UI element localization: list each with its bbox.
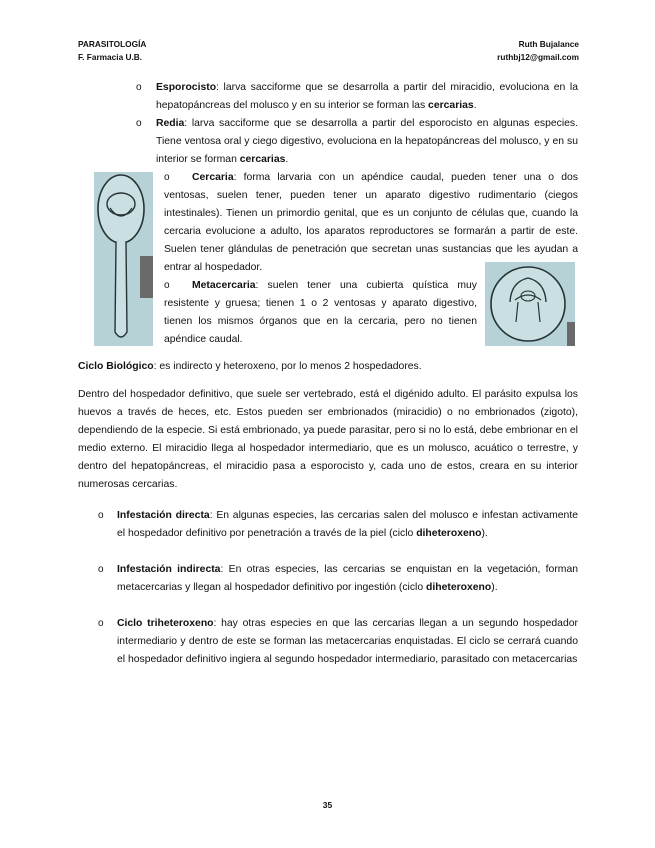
infection-text: : En algunas especies, las cercarias salen del molusco e infestan activamente el hospedador definitivo por penetración a través de la piel (ciclo [117, 510, 578, 539]
header-left [78, 38, 146, 64]
infection-indirect [117, 561, 578, 597]
bullet-marker: o [98, 618, 104, 629]
stage-redia [156, 115, 578, 169]
page-number: 35 [322, 800, 333, 810]
cycle-text: : es indirecto y heteroxeno, por lo menos 2 hospedadores. [153, 361, 422, 372]
infection-term: Infestación directa [117, 510, 210, 521]
stage-text: : suelen tener una cubierta quística muy resistente y gruesa; tienen 1 o 2 ventosas y aparato digestivo, tienen los mismos órganos que en la cercaria, pero no tienen apéndice caudal. [164, 280, 477, 345]
header-right [497, 38, 579, 64]
stage-term: Metacercaria [192, 280, 256, 291]
infection-emph: diheteroxeno [426, 582, 492, 593]
stage-term: Redia [156, 118, 185, 129]
stage-text: : larva sacciforme que se desarrolla a partir del miracidio, evoluciona en la hepatopáncreas del molusco y en su interior se forman las [156, 82, 578, 111]
stage-text: : forma larvaria con un apéndice caudal, pueden tener una o dos ventosas, suelen tener, pueden tener un aparato digestivo rudimentario (ciegos intestinales). Tienen un primordio genital, que es un conjunto de células que, cuando la cercaria evolucione a adulto, los aparatos reproductores se formarán a partir de este. Suelen tener glándulas de penetración que secretan unas sustancias que les ayudan a entrar al hospedador. [164, 172, 578, 273]
infection-direct [117, 507, 578, 543]
bullet-marker: o [164, 172, 170, 183]
stage-end: . [285, 154, 289, 165]
stage-emph: cercarias [239, 154, 286, 165]
cycle-line [78, 358, 578, 376]
infection-term: Infestación indirecta [117, 564, 221, 575]
author-email: ruthbj12@gmail.com [497, 52, 579, 62]
stage-term: Esporocisto [156, 82, 217, 93]
stage-end: . [473, 100, 477, 111]
faculty-name: F. Farmacia U.B. [78, 52, 143, 62]
bullet-marker: o [98, 510, 104, 521]
stage-esporocisto [156, 79, 578, 115]
bullet-marker: o [98, 564, 104, 575]
cycle-term: Ciclo Biológico [78, 361, 154, 372]
stage-term: Cercaria [192, 172, 234, 183]
stage-text: : larva sacciforme que se desarrolla a partir del esporocisto en algunas especies. Tiene ventosa oral y ciego digestivo, evoluciona en la hepatopáncreas del molusco, y en su interior se forman [156, 118, 578, 165]
infection-term: Ciclo triheteroxeno [117, 618, 214, 629]
infection-end: ). [491, 582, 498, 593]
stage-cercaria [164, 169, 578, 277]
infection-end: ). [481, 528, 488, 539]
stage-emph: cercarias [428, 100, 474, 111]
infection-text: : hay otras especies en que las cercarias llegan a un segundo hospedador intermediario y dentro de este se forman las metacercarias enquistadas. El ciclo se cerrará cuando el hospedador definitivo ingiera al segundo hospedador intermediario, parasitado con metacercarias [117, 618, 578, 665]
stage-metacercaria [164, 277, 477, 349]
infection-emph: diheteroxeno [416, 528, 482, 539]
host-paragraph: Dentro del hospedador definitivo, que suele ser vertebrado, está el digénido adulto. El parásito expulsa los huevos a través de heces, etc. Estos pueden ser embrionados (miracidio) o no embrionados (zigoto), dependiendo de la especie. Si está embrionado, ya puede parasitar, pero si no lo está, debe embrionar en el medio externo. El miracidio llega al hospedador intermediario, que es un molusco, acuático o terrestre, y dentro del hepatopáncreas, el miracidio pasa a esporocisto y, cada uno de estos, creara en su interior numerosas cercarias. [78, 389, 578, 490]
cercaria-figure [94, 172, 153, 346]
author-name: Ruth Bujalance [518, 39, 579, 49]
bullet-marker: o [136, 118, 142, 129]
infection-text: : En otras especies, las cercarias se enquistan en la vegetación, forman metacercarias y llegan al hospedador definitivo por ingestión (ciclo [117, 564, 578, 593]
course-title: PARASITOLOGÍA [78, 39, 147, 49]
bullet-marker: o [164, 280, 170, 291]
bullet-marker: o [136, 82, 142, 93]
infection-triheteroxeno [117, 615, 578, 669]
metacercaria-figure [485, 262, 575, 346]
